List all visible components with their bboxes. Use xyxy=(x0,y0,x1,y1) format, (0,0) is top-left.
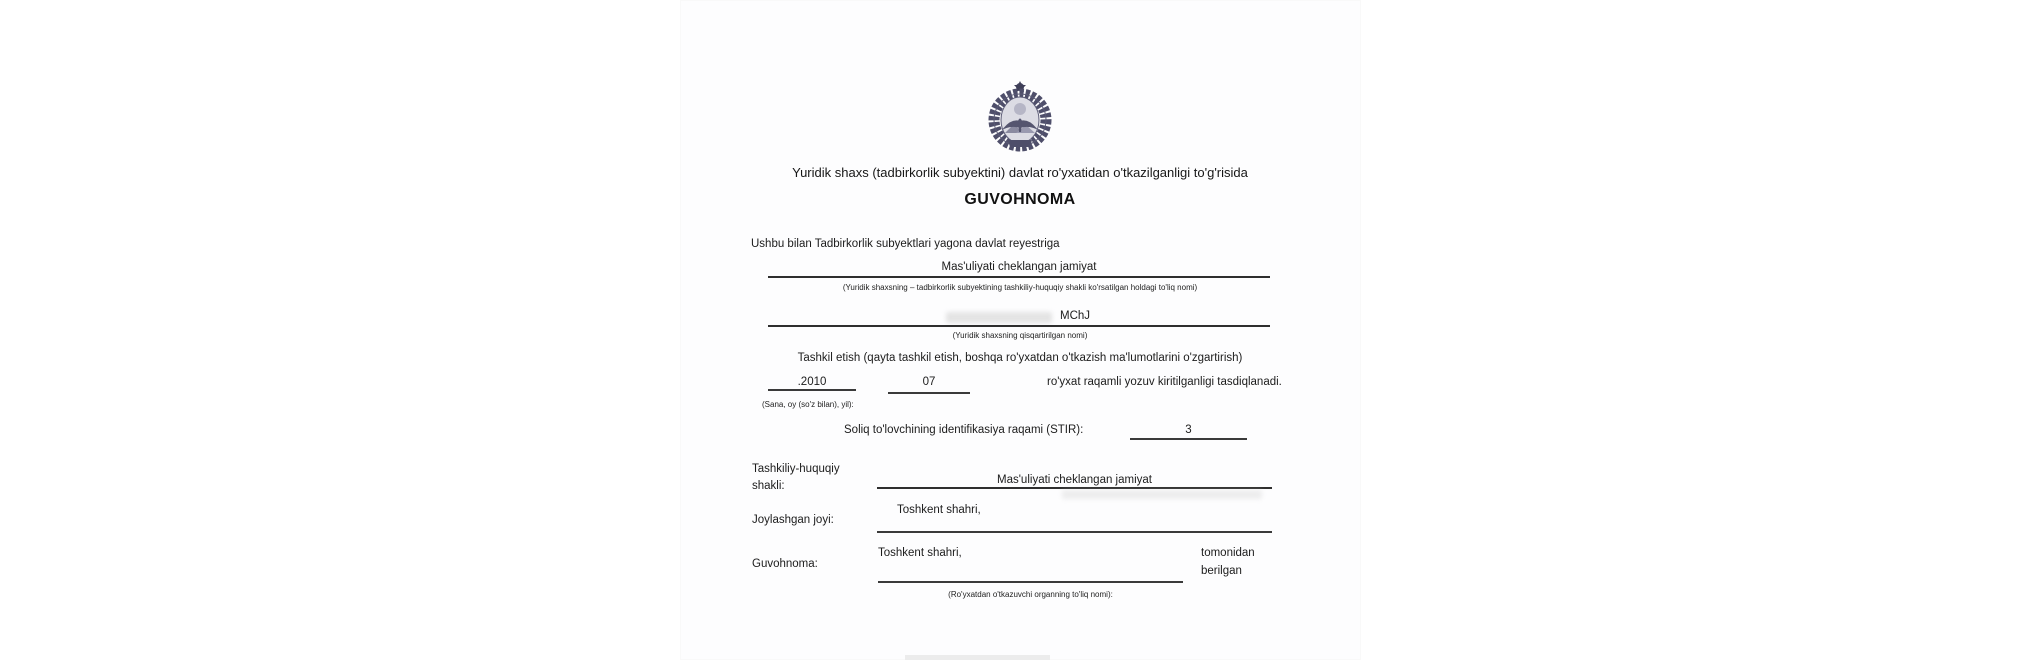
legal-form-underline xyxy=(877,487,1272,489)
full-name-underline xyxy=(768,276,1270,278)
redacted-address xyxy=(1062,490,1262,499)
registration-statement: Tashkil etish (qayta tashkil etish, boshqa ro'yxatdan o'tkazish ma'lumotlarini o'zgartirish) xyxy=(797,352,1243,364)
location-value: Toshkent shahri, xyxy=(897,504,981,516)
certificate-label: Guvohnoma: xyxy=(752,558,818,570)
uzbekistan-state-emblem-icon xyxy=(985,80,1055,152)
legal-form-label-line1: Tashkiliy-huquqiy xyxy=(752,463,840,475)
registration-date-underline xyxy=(768,389,856,391)
certificate-issuer-city: Toshkent shahri, xyxy=(878,547,962,559)
issuer-caption: (Ro'yxatdan o'tkazuvchi organning to'liq nomi): xyxy=(948,590,1113,599)
certificate-main-title: GUVOHNOMA xyxy=(964,191,1076,208)
redacted-company-name xyxy=(946,312,1052,323)
stir-underline xyxy=(1130,438,1247,440)
legal-form-label-line2: shakli: xyxy=(752,480,785,492)
issued-by-line1: tomonidan xyxy=(1201,547,1255,559)
certificate-subject-title: Yuridik shaxs (tadbirkorlik subyektini) davlat ro'yxatidan o'tkazilganligi to'g'risida xyxy=(792,165,1248,180)
registration-confirm-text: ro'yxat raqamli yozuv kiritilganligi tasdiqlanadi. xyxy=(1047,376,1282,388)
issued-by-line2: berilgan xyxy=(1201,565,1242,577)
location-underline xyxy=(877,531,1272,533)
stir-value: 3 xyxy=(1185,424,1192,436)
short-name-value: MChJ xyxy=(1060,310,1091,322)
legal-form-value: Mas'uliyati cheklangan jamiyat xyxy=(997,474,1152,486)
short-name-caption: (Yuridik shaxsning qisqartirilgan nomi) xyxy=(952,331,1088,340)
full-name-value: Mas'uliyati cheklangan jamiyat xyxy=(941,261,1097,273)
issuer-underline xyxy=(878,581,1183,583)
full-name-caption: (Yuridik shaxsning – tadbirkorlik subyektining tashkiliy-huquqiy shakli ko'rsatilgan holdagi to'liq nomi) xyxy=(842,283,1198,292)
registration-date-caption: (Sana, oy (so'z bilan), yil): xyxy=(762,400,854,409)
registration-date-value: .2010 xyxy=(797,376,827,388)
intro-statement: Ushbu bilan Tadbirkorlik subyektlari yagona davlat reyestriga xyxy=(751,238,1060,250)
scan-artifact-strip xyxy=(905,655,1050,660)
stir-label: Soliq to'lovchining identifikasiya raqami (STIR): xyxy=(844,424,1084,436)
registration-number-underline xyxy=(888,392,970,394)
registration-number-value: 07 xyxy=(922,376,936,388)
short-name-underline xyxy=(768,325,1270,327)
location-label: Joylashgan joyi: xyxy=(752,514,834,526)
